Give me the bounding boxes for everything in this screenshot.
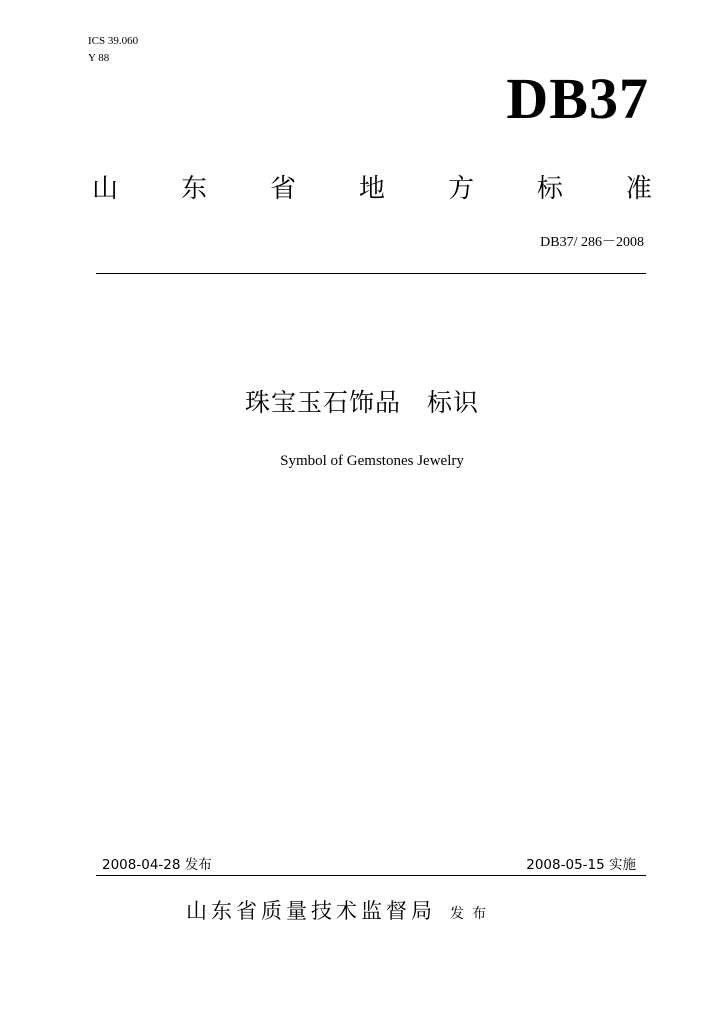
standard-number: DB37/ 286－2008 bbox=[540, 235, 644, 250]
standard-type-char: 地 bbox=[358, 173, 385, 204]
standard-type-char: 东 bbox=[180, 173, 207, 204]
publish-date: 2008-04-28 发布 bbox=[102, 857, 212, 873]
issuer-line bbox=[186, 895, 494, 925]
top-divider bbox=[96, 273, 646, 274]
document-title-english: Symbol of Gemstones Jewelry bbox=[280, 453, 464, 469]
ics-code: ICS 39.060 bbox=[88, 35, 139, 47]
classification-block bbox=[88, 33, 138, 67]
issuer-action: 发布 bbox=[450, 906, 494, 922]
standard-type-heading bbox=[92, 168, 652, 204]
document-title-chinese: 珠宝玉石饰品 标识 bbox=[244, 388, 479, 417]
standard-type-char: 标 bbox=[536, 173, 563, 204]
class-code: Y 88 bbox=[88, 52, 110, 64]
standard-type-char: 山 bbox=[92, 173, 119, 204]
standard-type-char: 方 bbox=[447, 173, 474, 204]
standard-code-mark: DB37 bbox=[506, 66, 649, 131]
standard-type-char: 省 bbox=[269, 173, 296, 204]
implement-date: 2008-05-15 实施 bbox=[526, 857, 636, 873]
standard-type-char: 准 bbox=[625, 173, 652, 204]
bottom-divider bbox=[96, 875, 646, 876]
issuer-name: 山东省质量技术监督局 bbox=[186, 899, 436, 923]
